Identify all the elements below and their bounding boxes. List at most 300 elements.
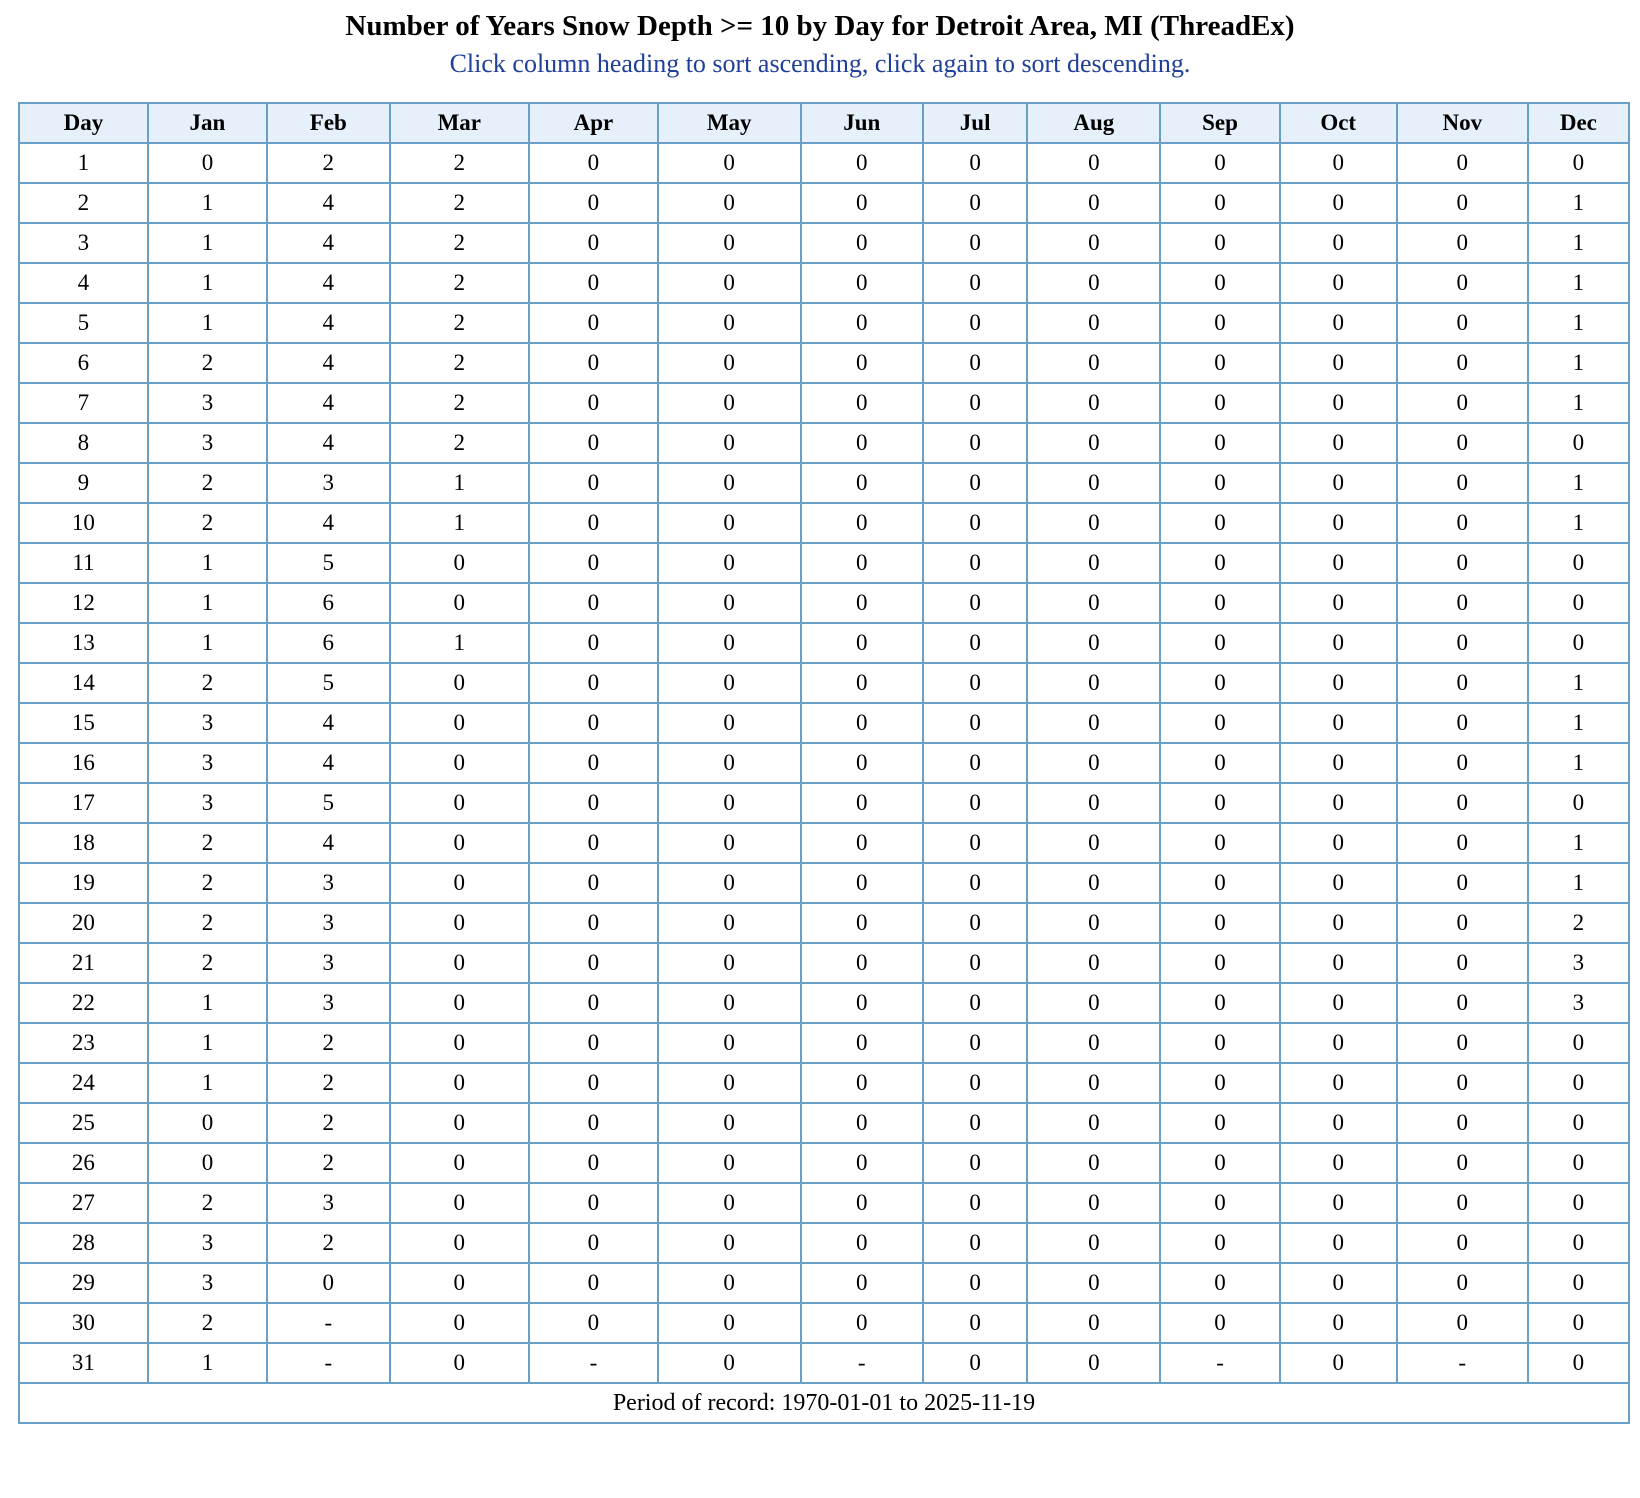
table-cell: 0 bbox=[658, 1103, 801, 1143]
table-cell: 0 bbox=[1397, 823, 1528, 863]
table-row bbox=[19, 343, 1629, 383]
table-cell: 0 bbox=[1280, 183, 1397, 223]
table-cell: 0 bbox=[1280, 383, 1397, 423]
table-cell: 0 bbox=[801, 943, 923, 983]
table-cell: 0 bbox=[1397, 1063, 1528, 1103]
table-cell: - bbox=[267, 1343, 389, 1383]
table-cell: 0 bbox=[390, 1023, 529, 1063]
column-header-day[interactable]: Day bbox=[19, 103, 148, 143]
table-cell: 0 bbox=[801, 1263, 923, 1303]
table-cell: 0 bbox=[1397, 863, 1528, 903]
table-cell: 0 bbox=[390, 743, 529, 783]
table-cell: 0 bbox=[1280, 903, 1397, 943]
table-cell: - bbox=[267, 1303, 389, 1343]
table-cell: 0 bbox=[1280, 863, 1397, 903]
table-header-row bbox=[19, 103, 1629, 143]
table-cell: 0 bbox=[529, 1023, 658, 1063]
table-cell: 0 bbox=[1397, 423, 1528, 463]
table-cell: 0 bbox=[1027, 783, 1160, 823]
table-cell: 1 bbox=[1528, 303, 1629, 343]
table-row bbox=[19, 1303, 1629, 1343]
table-cell: 0 bbox=[1397, 303, 1528, 343]
table-cell: 0 bbox=[923, 1223, 1027, 1263]
table-cell: 0 bbox=[1280, 823, 1397, 863]
table-cell: 18 bbox=[19, 823, 148, 863]
table-cell: 0 bbox=[148, 1143, 267, 1183]
table-cell: 2 bbox=[267, 1143, 389, 1183]
table-cell: 3 bbox=[148, 1223, 267, 1263]
table-cell: 0 bbox=[1280, 703, 1397, 743]
table-cell: 3 bbox=[19, 223, 148, 263]
table-cell: 0 bbox=[801, 823, 923, 863]
table-cell: 0 bbox=[1280, 223, 1397, 263]
table-cell: 0 bbox=[1528, 1223, 1629, 1263]
table-cell: 0 bbox=[529, 1063, 658, 1103]
table-cell: 0 bbox=[1027, 423, 1160, 463]
table-cell: 0 bbox=[1397, 623, 1528, 663]
table-cell: 3 bbox=[267, 1183, 389, 1223]
table-cell: 3 bbox=[148, 703, 267, 743]
table-cell: 3 bbox=[148, 423, 267, 463]
table-cell: 0 bbox=[529, 663, 658, 703]
table-cell: 0 bbox=[923, 1183, 1027, 1223]
table-cell: 0 bbox=[529, 143, 658, 183]
table-cell: 14 bbox=[19, 663, 148, 703]
table-cell: 0 bbox=[923, 1263, 1027, 1303]
table-cell: 4 bbox=[267, 263, 389, 303]
table-cell: 0 bbox=[529, 743, 658, 783]
table-cell: 4 bbox=[267, 303, 389, 343]
table-cell: 0 bbox=[390, 1223, 529, 1263]
table-cell: 0 bbox=[390, 1063, 529, 1103]
table-cell: 0 bbox=[801, 983, 923, 1023]
table-cell: 0 bbox=[390, 863, 529, 903]
table-cell: 0 bbox=[529, 1303, 658, 1343]
table-cell: 0 bbox=[390, 1303, 529, 1343]
table-cell: 0 bbox=[801, 1303, 923, 1343]
table-cell: 1 bbox=[1528, 823, 1629, 863]
table-cell: 26 bbox=[19, 1143, 148, 1183]
table-cell: 0 bbox=[1160, 1263, 1279, 1303]
table-cell: 20 bbox=[19, 903, 148, 943]
table-cell: 0 bbox=[1160, 223, 1279, 263]
table-cell: 0 bbox=[658, 903, 801, 943]
table-cell: 0 bbox=[529, 703, 658, 743]
table-cell: 0 bbox=[1160, 423, 1279, 463]
table-cell: 0 bbox=[390, 783, 529, 823]
table-cell: 21 bbox=[19, 943, 148, 983]
table-cell: 0 bbox=[529, 783, 658, 823]
table-cell: 0 bbox=[801, 223, 923, 263]
table-cell: 0 bbox=[529, 303, 658, 343]
table-cell: 0 bbox=[1280, 583, 1397, 623]
table-cell: 2 bbox=[390, 303, 529, 343]
table-cell: 2 bbox=[148, 463, 267, 503]
table-cell: 0 bbox=[1280, 303, 1397, 343]
table-cell: 0 bbox=[390, 1263, 529, 1303]
table-cell: 0 bbox=[923, 983, 1027, 1023]
table-row bbox=[19, 423, 1629, 463]
table-cell: 0 bbox=[1160, 743, 1279, 783]
table-cell: 0 bbox=[390, 903, 529, 943]
table-cell: 0 bbox=[923, 463, 1027, 503]
table-cell: 0 bbox=[923, 943, 1027, 983]
table-cell: 0 bbox=[1027, 303, 1160, 343]
table-cell: 0 bbox=[658, 1143, 801, 1183]
table-cell: 0 bbox=[658, 983, 801, 1023]
table-cell: 0 bbox=[658, 143, 801, 183]
table-row bbox=[19, 223, 1629, 263]
table-cell: 0 bbox=[1160, 823, 1279, 863]
table-cell: 1 bbox=[1528, 383, 1629, 423]
table-cell: 22 bbox=[19, 983, 148, 1023]
table-cell: 4 bbox=[267, 743, 389, 783]
table-cell: 0 bbox=[1528, 1183, 1629, 1223]
table-cell: 2 bbox=[148, 343, 267, 383]
table-row bbox=[19, 303, 1629, 343]
table-cell: 0 bbox=[267, 1263, 389, 1303]
table-cell: 0 bbox=[801, 423, 923, 463]
table-cell: 0 bbox=[1280, 423, 1397, 463]
table-cell: 4 bbox=[267, 183, 389, 223]
table-cell: 1 bbox=[390, 503, 529, 543]
table-cell: 0 bbox=[1027, 1103, 1160, 1143]
table-cell: 0 bbox=[1280, 983, 1397, 1023]
table-cell: 0 bbox=[529, 383, 658, 423]
table-cell: 0 bbox=[658, 463, 801, 503]
table-cell: 0 bbox=[1160, 1143, 1279, 1183]
table-cell: 0 bbox=[1160, 1063, 1279, 1103]
sort-instructions: Click column heading to sort ascending, click again to sort descending. bbox=[449, 49, 1191, 78]
table-cell: 0 bbox=[1397, 1023, 1528, 1063]
table-cell: 0 bbox=[390, 583, 529, 623]
table-cell: 0 bbox=[529, 623, 658, 663]
table-cell: 0 bbox=[658, 823, 801, 863]
table-cell: 0 bbox=[390, 543, 529, 583]
table-cell: 0 bbox=[1528, 1303, 1629, 1343]
table-cell: 0 bbox=[658, 783, 801, 823]
table-cell: 2 bbox=[390, 223, 529, 263]
table-cell: 4 bbox=[267, 383, 389, 423]
table-cell: 0 bbox=[1397, 143, 1528, 183]
table-cell: 0 bbox=[1027, 1023, 1160, 1063]
table-cell: 0 bbox=[658, 583, 801, 623]
table-cell: 0 bbox=[923, 183, 1027, 223]
table-cell: 0 bbox=[658, 623, 801, 663]
table-cell: 2 bbox=[267, 1063, 389, 1103]
table-row bbox=[19, 983, 1629, 1023]
table-cell: 2 bbox=[148, 903, 267, 943]
table-cell: 0 bbox=[923, 863, 1027, 903]
table-cell: 0 bbox=[801, 463, 923, 503]
table-cell: 0 bbox=[390, 1143, 529, 1183]
table-row bbox=[19, 903, 1629, 943]
table-cell: 1 bbox=[390, 623, 529, 663]
table-cell: 4 bbox=[267, 223, 389, 263]
table-cell: 0 bbox=[658, 943, 801, 983]
table-cell: 0 bbox=[923, 423, 1027, 463]
table-cell: 2 bbox=[148, 503, 267, 543]
table-cell: 0 bbox=[923, 503, 1027, 543]
table-cell: 0 bbox=[1027, 823, 1160, 863]
column-header-may[interactable]: May bbox=[658, 103, 801, 143]
table-row bbox=[19, 183, 1629, 223]
table-cell: 0 bbox=[1397, 1263, 1528, 1303]
table-cell: 1 bbox=[148, 263, 267, 303]
column-header-apr[interactable]: Apr bbox=[529, 103, 658, 143]
table-cell: 0 bbox=[148, 143, 267, 183]
table-cell: 0 bbox=[923, 823, 1027, 863]
table-cell: 0 bbox=[1280, 1263, 1397, 1303]
table-cell: 4 bbox=[267, 343, 389, 383]
table-row bbox=[19, 1143, 1629, 1183]
table-cell: 0 bbox=[529, 583, 658, 623]
table-cell: 0 bbox=[658, 863, 801, 903]
table-cell: 0 bbox=[1280, 1183, 1397, 1223]
table-cell: 27 bbox=[19, 1183, 148, 1223]
table-cell: - bbox=[529, 1343, 658, 1383]
table-cell: 0 bbox=[529, 503, 658, 543]
column-header-feb[interactable]: Feb bbox=[267, 103, 389, 143]
table-cell: 0 bbox=[1280, 143, 1397, 183]
table-cell: 0 bbox=[801, 343, 923, 383]
table-cell: 28 bbox=[19, 1223, 148, 1263]
table-row bbox=[19, 503, 1629, 543]
table-cell: 0 bbox=[801, 703, 923, 743]
table-cell: 6 bbox=[19, 343, 148, 383]
table-cell: 0 bbox=[801, 303, 923, 343]
table-cell: 0 bbox=[1027, 223, 1160, 263]
table-cell: 0 bbox=[658, 1063, 801, 1103]
snow-depth-table-container bbox=[18, 102, 1630, 1424]
table-cell: 0 bbox=[1528, 1343, 1629, 1383]
table-row bbox=[19, 143, 1629, 183]
table-cell: 0 bbox=[529, 903, 658, 943]
table-cell: 0 bbox=[529, 223, 658, 263]
table-cell: 0 bbox=[658, 543, 801, 583]
table-cell: 0 bbox=[1160, 1183, 1279, 1223]
table-cell: 0 bbox=[801, 383, 923, 423]
table-cell: 0 bbox=[1160, 703, 1279, 743]
table-cell: 4 bbox=[267, 703, 389, 743]
table-cell: 0 bbox=[1397, 263, 1528, 303]
table-cell: 0 bbox=[923, 1063, 1027, 1103]
table-cell: 0 bbox=[529, 183, 658, 223]
table-cell: 25 bbox=[19, 1103, 148, 1143]
table-cell: 2 bbox=[267, 143, 389, 183]
table-cell: 0 bbox=[1397, 1183, 1528, 1223]
table-cell: 0 bbox=[801, 743, 923, 783]
table-cell: 0 bbox=[1280, 1223, 1397, 1263]
table-cell: 0 bbox=[1397, 543, 1528, 583]
table-cell: 0 bbox=[1027, 983, 1160, 1023]
table-cell: 0 bbox=[923, 223, 1027, 263]
page-title: Number of Years Snow Depth >= 10 by Day for Detroit Area, MI (ThreadEx) bbox=[345, 10, 1295, 42]
table-cell: 3 bbox=[1528, 983, 1629, 1023]
table-cell: 0 bbox=[1027, 543, 1160, 583]
table-cell: 0 bbox=[1280, 1143, 1397, 1183]
table-cell: 3 bbox=[148, 383, 267, 423]
table-cell: 0 bbox=[390, 663, 529, 703]
table-cell: 0 bbox=[658, 343, 801, 383]
table-cell: 3 bbox=[148, 743, 267, 783]
table-cell: 0 bbox=[658, 663, 801, 703]
table-cell: 16 bbox=[19, 743, 148, 783]
column-header-mar[interactable]: Mar bbox=[390, 103, 529, 143]
table-cell: 0 bbox=[1160, 463, 1279, 503]
table-cell: 0 bbox=[529, 423, 658, 463]
table-cell: 1 bbox=[148, 1063, 267, 1103]
table-cell: 4 bbox=[267, 503, 389, 543]
table-cell: 3 bbox=[148, 1263, 267, 1303]
table-row bbox=[19, 623, 1629, 663]
table-cell: 1 bbox=[1528, 863, 1629, 903]
table-cell: 0 bbox=[1160, 503, 1279, 543]
column-header-dec[interactable]: Dec bbox=[1528, 103, 1629, 143]
table-cell: 0 bbox=[801, 1063, 923, 1103]
table-cell: 1 bbox=[148, 623, 267, 663]
table-cell: 0 bbox=[1027, 943, 1160, 983]
table-cell: 0 bbox=[801, 1183, 923, 1223]
table-cell: 0 bbox=[1397, 743, 1528, 783]
table-cell: 0 bbox=[801, 543, 923, 583]
table-cell: 1 bbox=[148, 183, 267, 223]
table-cell: 2 bbox=[148, 1303, 267, 1343]
column-header-aug[interactable]: Aug bbox=[1027, 103, 1160, 143]
table-cell: 6 bbox=[267, 623, 389, 663]
table-cell: 0 bbox=[1280, 1303, 1397, 1343]
table-cell: 0 bbox=[801, 1103, 923, 1143]
table-cell: 0 bbox=[1397, 903, 1528, 943]
table-cell: 1 bbox=[1528, 183, 1629, 223]
table-row bbox=[19, 543, 1629, 583]
table-cell: 0 bbox=[390, 983, 529, 1023]
table-cell: 0 bbox=[1027, 1223, 1160, 1263]
table-cell: 0 bbox=[1280, 663, 1397, 703]
table-cell: 0 bbox=[801, 783, 923, 823]
table-cell: 9 bbox=[19, 463, 148, 503]
table-cell: 0 bbox=[529, 1183, 658, 1223]
table-cell: 0 bbox=[801, 263, 923, 303]
table-row bbox=[19, 463, 1629, 503]
table-row bbox=[19, 743, 1629, 783]
table-cell: 0 bbox=[923, 743, 1027, 783]
table-cell: 0 bbox=[658, 1223, 801, 1263]
table-cell: 0 bbox=[801, 183, 923, 223]
table-cell: 0 bbox=[529, 983, 658, 1023]
table-cell: 0 bbox=[1160, 863, 1279, 903]
table-cell: 0 bbox=[1160, 583, 1279, 623]
table-cell: 0 bbox=[1027, 1263, 1160, 1303]
table-cell: 0 bbox=[1027, 1343, 1160, 1383]
table-cell: 0 bbox=[1528, 1063, 1629, 1103]
table-cell: 1 bbox=[148, 543, 267, 583]
table-cell: 2 bbox=[267, 1023, 389, 1063]
table-row bbox=[19, 1343, 1629, 1383]
table-cell: 0 bbox=[1528, 783, 1629, 823]
table-cell: 1 bbox=[148, 583, 267, 623]
table-body bbox=[19, 143, 1629, 1383]
table-cell: 0 bbox=[923, 1343, 1027, 1383]
table-cell: 0 bbox=[1160, 1023, 1279, 1063]
table-cell: 0 bbox=[1160, 263, 1279, 303]
table-cell: 0 bbox=[1027, 463, 1160, 503]
table-cell: 10 bbox=[19, 503, 148, 543]
table-cell: 2 bbox=[148, 823, 267, 863]
table-cell: 0 bbox=[658, 383, 801, 423]
table-cell: 0 bbox=[1528, 1263, 1629, 1303]
table-cell: 31 bbox=[19, 1343, 148, 1383]
table-cell: 4 bbox=[19, 263, 148, 303]
column-header-jan[interactable]: Jan bbox=[148, 103, 267, 143]
table-cell: 0 bbox=[529, 863, 658, 903]
column-header-jul[interactable]: Jul bbox=[923, 103, 1027, 143]
table-cell: 0 bbox=[390, 703, 529, 743]
table-cell: 3 bbox=[1528, 943, 1629, 983]
table-cell: 0 bbox=[1280, 543, 1397, 583]
table-cell: 0 bbox=[1280, 1063, 1397, 1103]
table-cell: 1 bbox=[148, 983, 267, 1023]
table-cell: 0 bbox=[1280, 503, 1397, 543]
table-cell: 0 bbox=[1160, 623, 1279, 663]
column-header-oct[interactable]: Oct bbox=[1280, 103, 1397, 143]
table-cell: 1 bbox=[148, 303, 267, 343]
table-cell: 3 bbox=[267, 943, 389, 983]
table-cell: 0 bbox=[1027, 703, 1160, 743]
column-header-jun[interactable]: Jun bbox=[801, 103, 923, 143]
column-header-nov[interactable]: Nov bbox=[1397, 103, 1528, 143]
table-cell: 8 bbox=[19, 423, 148, 463]
table-cell: 3 bbox=[148, 783, 267, 823]
table-cell: 0 bbox=[1027, 1183, 1160, 1223]
table-cell: 0 bbox=[1280, 943, 1397, 983]
table-cell: 0 bbox=[529, 1263, 658, 1303]
table-cell: 2 bbox=[19, 183, 148, 223]
table-cell: 0 bbox=[1528, 1103, 1629, 1143]
table-cell: 1 bbox=[1528, 663, 1629, 703]
table-cell: 0 bbox=[1528, 1023, 1629, 1063]
table-row bbox=[19, 1103, 1629, 1143]
table-cell: 0 bbox=[801, 663, 923, 703]
table-cell: 0 bbox=[801, 863, 923, 903]
table-cell: 1 bbox=[19, 143, 148, 183]
table-cell: 0 bbox=[1027, 863, 1160, 903]
table-cell: 2 bbox=[390, 423, 529, 463]
table-cell: 0 bbox=[1528, 623, 1629, 663]
table-cell: 0 bbox=[658, 263, 801, 303]
table-cell: 1 bbox=[1528, 503, 1629, 543]
table-row bbox=[19, 1063, 1629, 1103]
table-cell: 0 bbox=[390, 1183, 529, 1223]
table-cell: 2 bbox=[390, 343, 529, 383]
table-cell: 0 bbox=[529, 943, 658, 983]
table-cell: 0 bbox=[1160, 183, 1279, 223]
table-cell: 0 bbox=[1027, 623, 1160, 663]
table-cell: 0 bbox=[1027, 1303, 1160, 1343]
table-cell: 1 bbox=[148, 1023, 267, 1063]
table-cell: 0 bbox=[529, 463, 658, 503]
table-cell: 3 bbox=[267, 983, 389, 1023]
table-cell: 0 bbox=[1027, 663, 1160, 703]
table-cell: 0 bbox=[1160, 343, 1279, 383]
table-cell: 0 bbox=[390, 943, 529, 983]
table-cell: 0 bbox=[1027, 343, 1160, 383]
table-cell: 0 bbox=[1280, 743, 1397, 783]
table-cell: 1 bbox=[1528, 223, 1629, 263]
table-cell: 0 bbox=[923, 903, 1027, 943]
table-cell: 5 bbox=[267, 543, 389, 583]
column-header-sep[interactable]: Sep bbox=[1160, 103, 1279, 143]
